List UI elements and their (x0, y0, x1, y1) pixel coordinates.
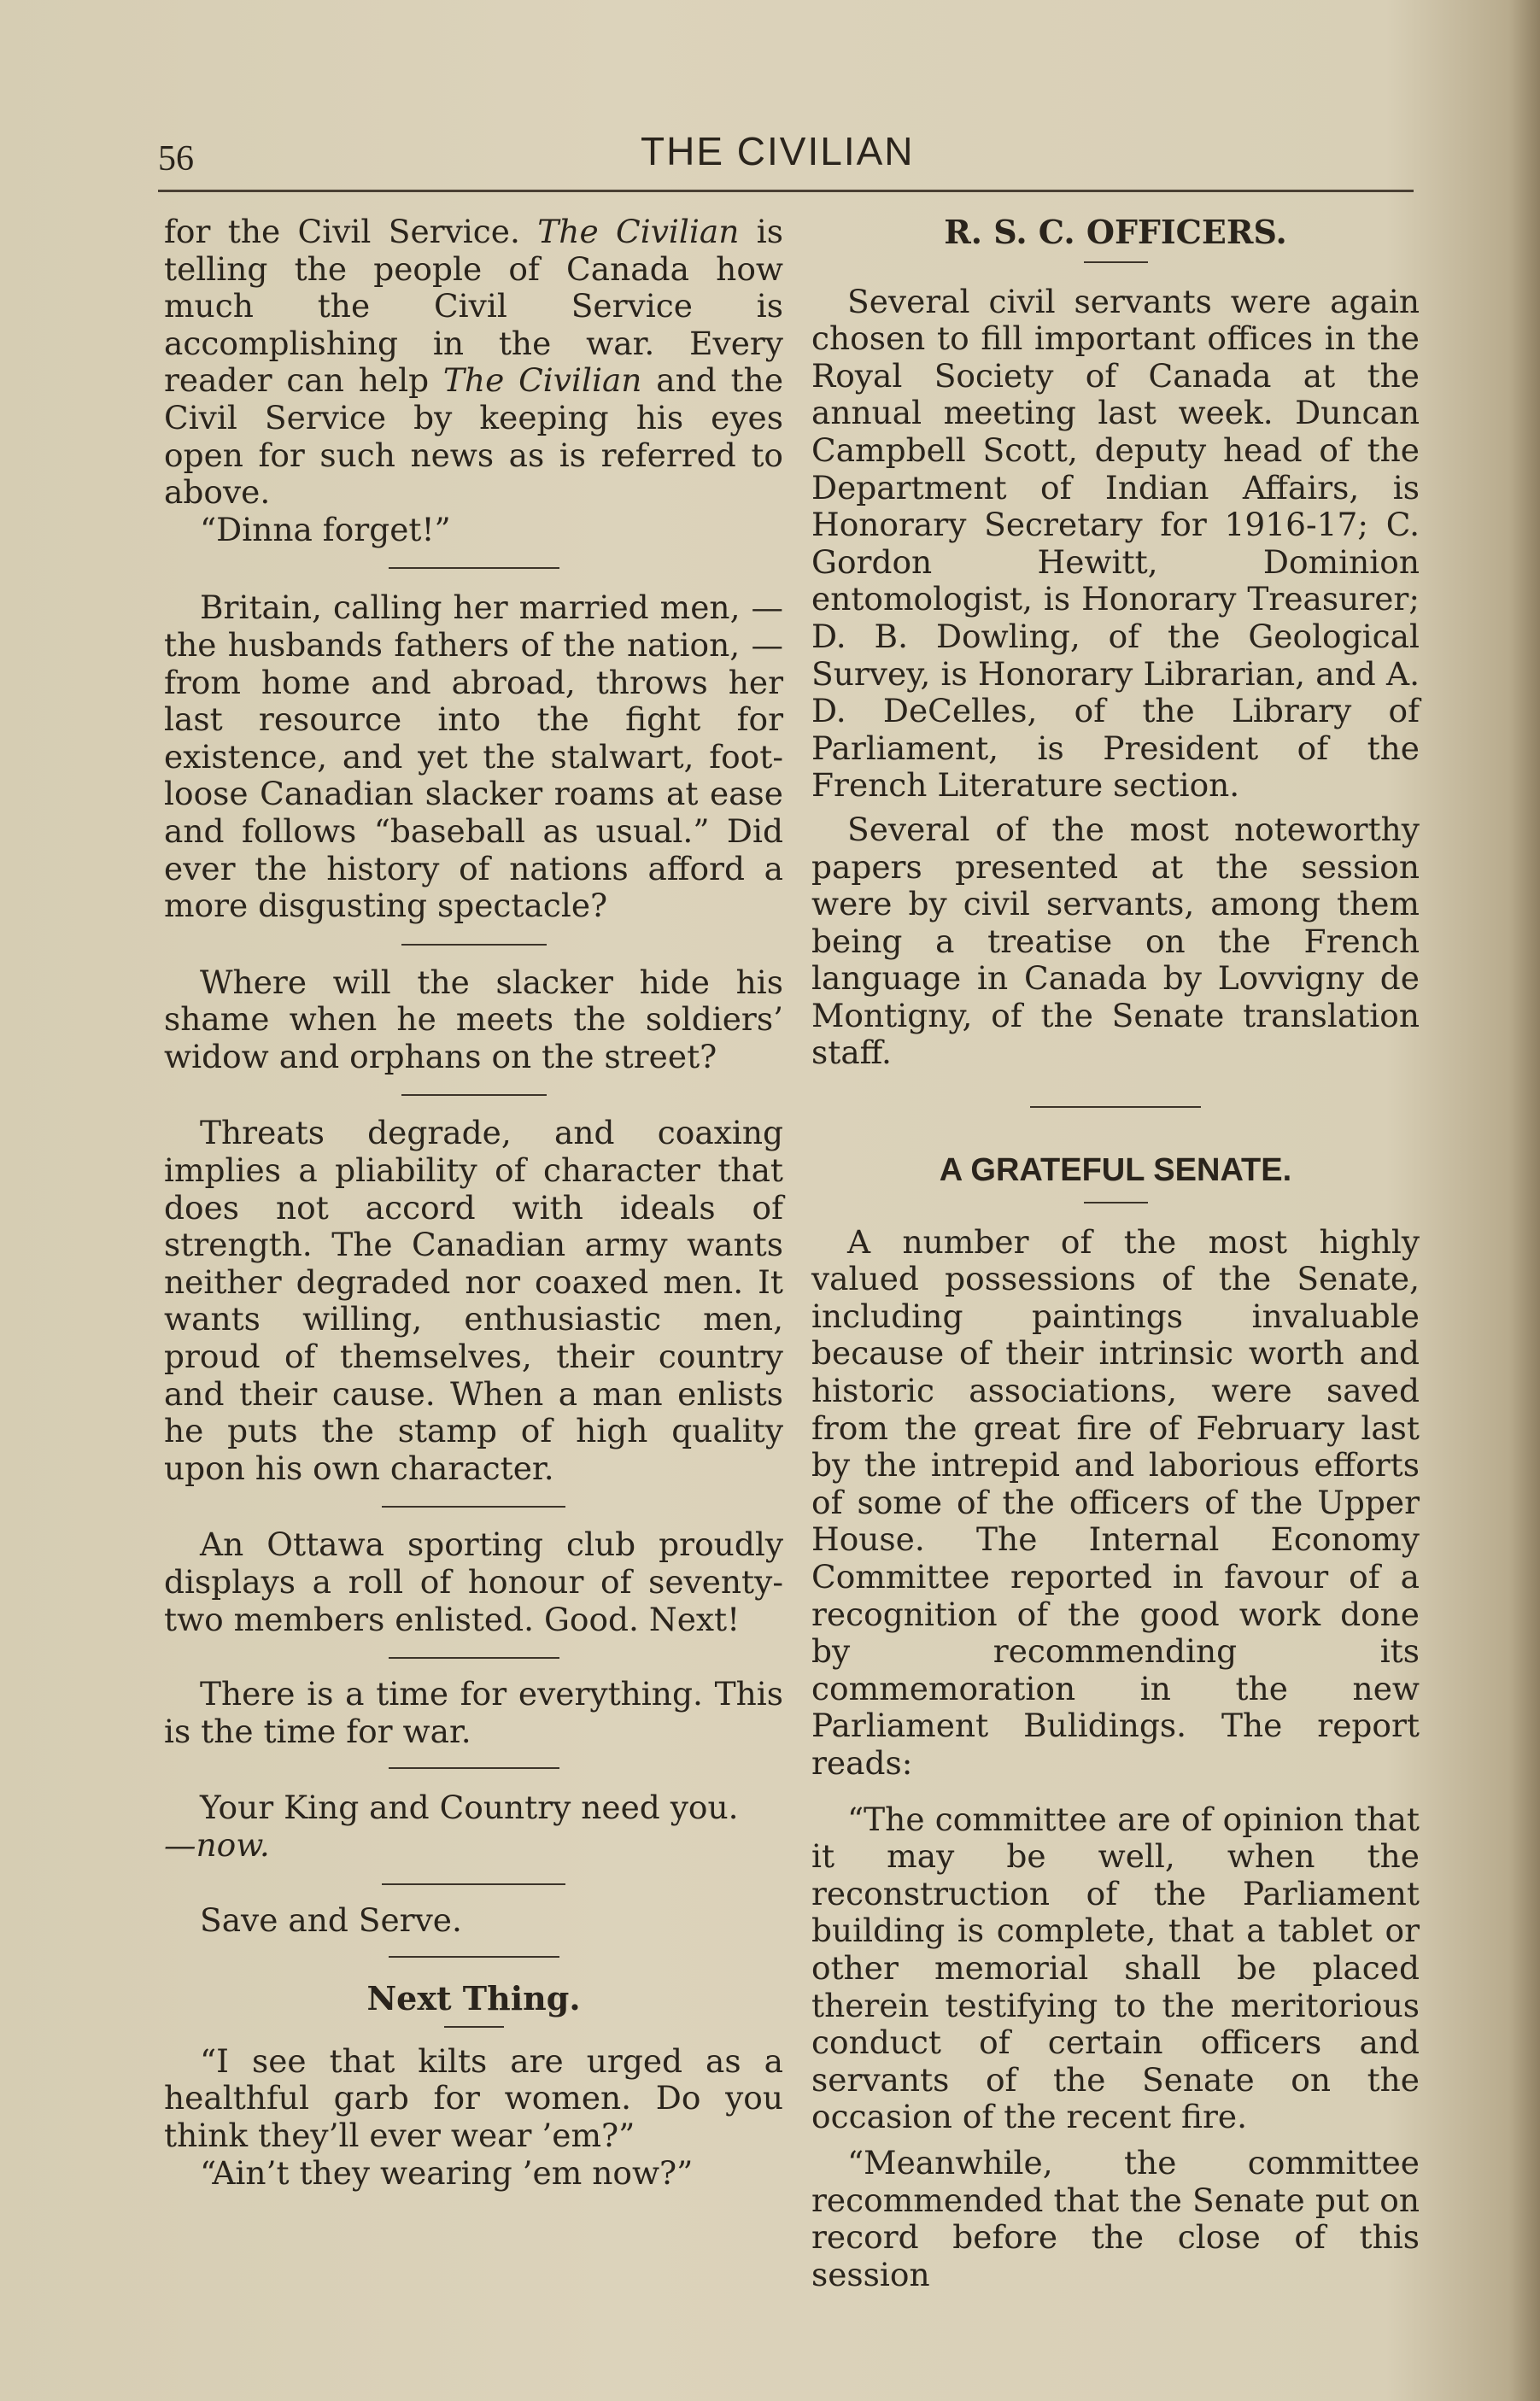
heading-rule (1084, 1202, 1148, 1203)
divider (389, 567, 559, 569)
page-number: 56 (158, 139, 194, 179)
paragraph: An Ottawa sporting club proudly displays a roll of honour of seventy-two members enlisted. Good. Next! (164, 1526, 783, 1638)
paragraph: “Meanwhile, the committee recommended that the Senate put on record before the close of this session (811, 2143, 1420, 2293)
section-heading: R. S. C. OFFICERS. (944, 213, 1287, 251)
paragraph: A number of the most highly valued possessions of the Senate, including paintings invaluable because of their intrinsic worth and historic associations, were saved from the great fire of February last by the intrepid and laborious efforts of some of the officers of the Upper House. The Internal Economy Committee reported in favour of a recognition of the good work done by recommending its commemoration in the new Parliament Bulidings. The report reads: (811, 1222, 1420, 1782)
right-column (811, 214, 1420, 2293)
page-header (158, 128, 1414, 179)
paragraph: Britain, calling her married men, —the husbands fathers of the nation, —from home and abroad, throws her last resource into the fight for existence, and yet the stalwart, foot-loose Canadian slacker roams at ease and follows “baseball as usual.” Did ever the history of nations afford a more disgusting spectacle? (164, 589, 783, 925)
paragraph: Where will the slacker hide his shame when he meets the soldiers’ widow and orphans on the street? (164, 963, 783, 1075)
paragraph: There is a time for everything. This is the time for war. (164, 1675, 783, 1750)
divider (389, 1956, 559, 1958)
divider (389, 1767, 559, 1769)
divider (382, 1506, 565, 1508)
paragraph: Several civil servants were again chosen to fill important offices in the Royal Society of Canada at the annual meeting last week. Duncan Campbell Scott, deputy head of the Department of Indian Affairs, is Honorary Secretary for 1916-17; C. Gordon Hewitt, Dominion entomologist, is Honorary Treasurer; D. B. Dowling, of the Geological Survey, is Honorary Librarian, and A. D. DeCelles, of the Library of Parliament, is President of the French Literature section. (811, 282, 1420, 805)
left-column (164, 214, 783, 2192)
paragraph: Several of the most noteworthy papers presented at the session were by civil servants, among them being a treatise on the French language in Canada by Lovvigny de Montigny, of the Senate translation staff. (811, 810, 1420, 1072)
divider (401, 944, 547, 946)
paragraph: Your King and Country need you. (200, 1789, 739, 1827)
paragraph: —now. (164, 1825, 270, 1864)
divider (1030, 1106, 1201, 1108)
heading-rule (1084, 261, 1148, 263)
section-heading: A GRATEFUL SENATE. (939, 1152, 1292, 1189)
divider (382, 1883, 565, 1885)
header-rule (158, 190, 1414, 192)
section-heading: Next Thing. (366, 1979, 581, 2018)
paragraph: Threats degrade, and coaxing implies a pliability of character that does not accord with ideals of strength. The Canadian army wants neither degraded nor coaxed men. It wants willing, enthusiastic men, proud of themselves, their country and their cause. When a man enlists he puts the stamp of high quality upon his own character. (164, 1114, 783, 1487)
divider (401, 1094, 547, 1096)
paragraph: Save and Serve. (200, 1900, 462, 1939)
paragraph: “The committee are of opinion that it may be well, when the reconstruction of the Parliament building is complete, that a tablet or other memorial shall be placed therein testifying to the meritorious conduct of certain officers and servants of the Senate on the occasion of the recent fire. (811, 1800, 1420, 2136)
running-title: THE CIVILIAN (641, 129, 915, 173)
paragraph: for the Civil Service. The Civilian is telling the people of Canada how much the Civil Service is accomplishing in the war. Every reader can help The Civilian and the Civil Service by keeping his eyes open for such news as is referred to above. (164, 213, 784, 512)
heading-rule (444, 2026, 504, 2028)
paragraph: “Ain’t they wearing ’em now?” (200, 2153, 694, 2192)
divider (389, 1657, 559, 1659)
paragraph: “Dinna forget!” (200, 510, 451, 548)
paragraph: “I see that kilts are urged as a healthful garb for women. Do you think they’ll ever wear ’em?” (164, 2041, 783, 2154)
